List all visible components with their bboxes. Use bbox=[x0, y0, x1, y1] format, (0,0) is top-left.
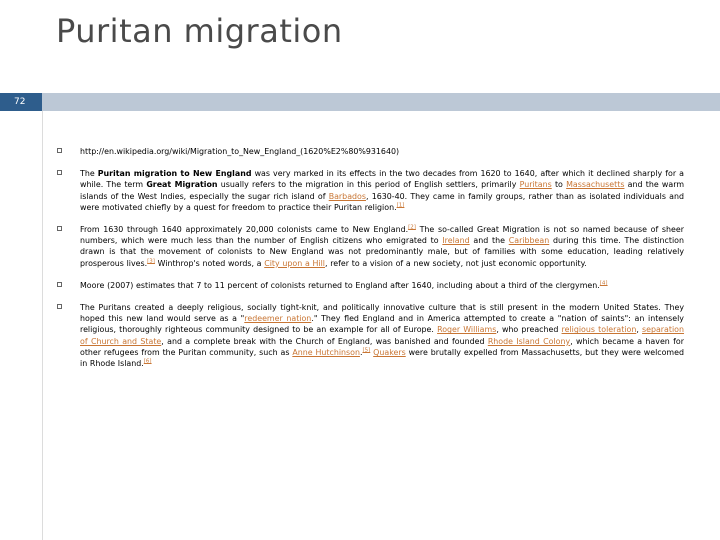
page-number-badge bbox=[0, 93, 42, 111]
text: The bbox=[80, 169, 98, 179]
bullet-square-icon bbox=[57, 226, 62, 231]
header-bar bbox=[42, 93, 720, 111]
text: , 1630-40. They came in family groups, rather than as isolated individuals and were motivated chiefly by a quest for freedom to practice their Puritan religion. bbox=[80, 191, 684, 212]
bullet-list bbox=[52, 146, 684, 369]
link-barbados[interactable]: Barbados bbox=[328, 191, 366, 201]
bullet-colonist-numbers bbox=[52, 224, 684, 269]
footnote-link[interactable]: [1] bbox=[396, 202, 405, 209]
footnote-link[interactable]: [5] bbox=[362, 347, 371, 354]
text: . bbox=[359, 347, 363, 357]
footnote-link[interactable]: [4] bbox=[599, 280, 608, 287]
link-ireland[interactable]: Ireland bbox=[442, 236, 470, 246]
text: ." They fled England and in America attempted to create a "nation of saints": an intensely religious, thoroughly righteous community designed to be an example for all of Europe. bbox=[80, 314, 684, 335]
footnote-link[interactable]: [2] bbox=[408, 224, 416, 231]
text: Moore (2007) estimates that 7 to 11 percent of colonists returned to England after 1640, including about a third of the clergymen. bbox=[80, 280, 600, 290]
bullet-source-url bbox=[52, 146, 684, 157]
text: were brutally expelled from Massachusetts, but they were welcomed in Rhode Island. bbox=[80, 347, 684, 369]
side-divider bbox=[42, 111, 43, 540]
link-redeemer-nation[interactable]: redeemer nation bbox=[244, 314, 312, 324]
text: and the warm islands of the West Indies, especially the sugar rich island of bbox=[80, 180, 685, 201]
link-caribbean[interactable]: Caribbean bbox=[508, 236, 550, 246]
text: From 1630 through 1640 approximately 20,000 colonists came to New England. bbox=[80, 225, 409, 235]
text: Winthrop's noted words, a bbox=[154, 258, 265, 268]
text: to bbox=[551, 180, 567, 190]
page-number: 72 bbox=[14, 97, 26, 107]
footnote-link[interactable]: [3] bbox=[147, 258, 155, 264]
bullet-great-migration bbox=[52, 168, 684, 213]
bullet-square-icon bbox=[57, 282, 62, 287]
bullet-puritan-culture bbox=[52, 302, 684, 369]
text: and the bbox=[469, 236, 509, 246]
link-quakers[interactable]: Quakers bbox=[373, 347, 406, 357]
text: during this time. The distinction drawn is that the movement of colonists to New England was not predominantly male, but of families with some education, leading relatively prosperous lives. bbox=[80, 236, 684, 268]
bullet-square-icon bbox=[57, 304, 62, 309]
text: The Puritans created a deeply religious, socially tight-knit, and politically innovative culture that is still present in the modern United States. They hoped this new land would serve as a " bbox=[80, 303, 684, 324]
text: , refer to a vision of a new society, not just economic opportunity. bbox=[325, 258, 587, 268]
footnote-link[interactable]: [6] bbox=[143, 358, 152, 365]
link-rhode-island-colony[interactable]: Rhode Island Colony bbox=[487, 336, 571, 346]
bullet-square-icon bbox=[57, 148, 62, 153]
bold-term: Puritan migration to New England bbox=[97, 169, 252, 179]
link-city-upon-a-hill[interactable]: City upon a Hill bbox=[264, 258, 325, 268]
text: usually refers to the migration in this period of English settlers, primarily bbox=[217, 180, 520, 190]
text: The so-called Great Migration is not so named because of sheer numbers, which were much less than the number of English citizens who emigrated to bbox=[80, 225, 684, 246]
link-separation-church-state[interactable]: separation of Church and State bbox=[80, 325, 685, 346]
slide-title: Puritan migration bbox=[56, 12, 343, 50]
link-anne-hutchinson[interactable]: Anne Hutchinson bbox=[292, 347, 360, 357]
bold-term: Great Migration bbox=[146, 180, 218, 190]
link-roger-williams[interactable]: Roger Williams bbox=[437, 325, 497, 335]
link-massachusetts[interactable]: Massachusetts bbox=[566, 180, 625, 190]
source-url-text: http://en.wikipedia.org/wiki/Migration_to_New_England_(1620%E2%80%931640) bbox=[80, 147, 400, 156]
text: , which became a haven for other refugees from the Puritan community, such as bbox=[80, 336, 684, 357]
text: , bbox=[636, 325, 642, 335]
text: , who preached bbox=[496, 325, 562, 335]
text: , and a complete break with the Church of England, was banished and founded bbox=[161, 336, 488, 346]
link-puritans[interactable]: Puritans bbox=[519, 180, 552, 190]
link-religious-toleration[interactable]: religious toleration bbox=[561, 325, 637, 335]
bullet-square-icon bbox=[57, 170, 62, 175]
text: was very marked in its effects in the two decades from 1620 to 1640, after which it declined sharply for a while. The term bbox=[80, 169, 684, 190]
bullet-return-estimate bbox=[52, 280, 684, 291]
